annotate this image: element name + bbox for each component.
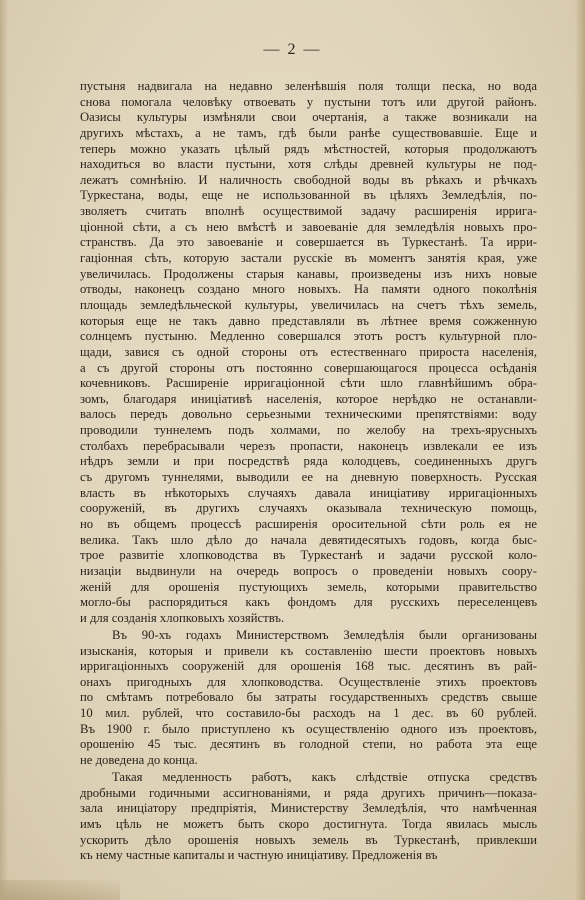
page-number: — 2 — [263, 41, 322, 58]
text-line: зала иниціатору предпріятія, Министерству Земледѣлія, что намѣченная [80, 801, 537, 816]
body-text [80, 79, 537, 864]
text-line: и для созданія хлопковыхъ хозяйствъ. [80, 610, 285, 625]
text-line: по смѣтамъ потребовало бы затраты государственныхъ средствъ свыше [80, 690, 537, 705]
page-edge-left [0, 0, 8, 900]
text-line: низаціи выдвинули на очередь вопросъ о проведеніи новыхъ соору- [80, 563, 537, 578]
text-line: трое развитіе хлопководства въ Туркестанѣ и задачи русской коло- [80, 548, 537, 563]
text-line: странствъ. Да это завоеваніе и совершается въ Туркестанѣ. Та ирри- [80, 235, 537, 250]
text-line: Въ 1900 г. было приступлено къ осуществленію одного изъ проектовъ, [80, 721, 537, 736]
text-line: не доведена до конца. [80, 753, 198, 768]
text-line: онахъ пригодныхъ для хлопководства. Осуществленіе этихъ проектовъ [80, 674, 537, 689]
text-line: Туркестана, воды, еще не использованной въ цѣляхъ Земледѣлія, по- [80, 188, 537, 203]
text-line: отводы, наконецъ создано много новыхъ. На памяти одного поколѣнія [80, 282, 537, 297]
text-line: орошенію 45 тыс. десятинъ въ голодной степи, но работа эта еще [80, 737, 537, 752]
text-line: Такая медленность работъ, какъ слѣдствіе отпуска средствъ [112, 770, 537, 785]
text-line: валось передъ довольно серьезными техническими препятствіями: воду [80, 407, 537, 422]
page-corner-shadow [0, 880, 120, 900]
text-line: пустыня надвигала на недавно зеленѣвшія поля толщи песка, но вода [80, 79, 537, 93]
text-line: находиться во власти пустыни, хотя слѣды древней культуры не под- [80, 157, 537, 172]
text-line: могло-бы распорядиться какъ фондомъ для русскихъ переселенцевъ [80, 595, 537, 610]
text-line: другихъ мѣстахъ, а не тамъ, гдѣ были ранѣе существовавшіе. Еще и [80, 125, 537, 140]
text-line: Оазисы культуры измѣняли свои очертанія, а также возникали на [80, 110, 537, 125]
text-line: велика. Такъ шло дѣло до начала девятидесятыхъ годовъ, когда быс- [80, 532, 537, 547]
paragraph [80, 770, 537, 864]
text-line: теперь можно указать цѣлый рядъ мѣстностей, которыя продолжаютъ [80, 141, 537, 156]
text-line: столбахъ перебрасывали черезъ пропасти, наконецъ извлекали ее изъ [80, 438, 537, 453]
text-line: Въ 90-хъ годахъ Министерствомъ Земледѣлія были организованы [112, 627, 537, 642]
text-line: власть въ нѣкоторыхъ случаяхъ давала иниціативу ирригаціонныхъ [80, 485, 537, 500]
text-line: лежатъ сомнѣнію. И наличность свободной воды въ рѣкахъ и рѣчкахъ [80, 172, 537, 187]
text-line: женій для орошенія пустующихъ земель, которыми правительство [80, 579, 537, 594]
text-line: но въ общемъ процессѣ расширенія оросительной сѣти роль ея не [80, 516, 537, 531]
text-line: имъ цѣль не можетъ быть скоро достигнута. Тогда явилась мысль [80, 817, 537, 832]
text-line: изысканія, которыя и привели къ составленію шести проектовъ новыхъ [80, 643, 537, 658]
text-line: снова помогала человѣку отвоевать у пустыни тотъ или другой районъ. [80, 94, 537, 109]
text-line: ускорить дѣло орошенія новыхъ земель въ Туркестанѣ, привлекши [80, 832, 537, 847]
text-line: нѣдръ земли и при посредствѣ ряда колодцевъ, соединенныхъ другъ [80, 454, 537, 469]
text-line: 10 мил. рублей, что составило-бы расходъ на 1 дес. въ 60 рублей. [80, 706, 537, 721]
text-line: къ нему частные капиталы и частную иниціативу. Предложенія въ [80, 848, 438, 863]
text-line: которыя еще не такъ давно представляли въ лѣтнее время сожженную [80, 313, 537, 328]
text-line: зомъ, благодаря иниціативѣ населенія, которое нерѣдко не останавли- [80, 391, 537, 406]
text-line: дробными годичными ассигнованіями, и ряда другихъ причинъ—показа- [80, 785, 537, 800]
paragraph [80, 79, 537, 626]
text-line: ціонной сѣти, а съ нею вмѣстѣ и завоеваніе для земледѣлія новыхъ про- [80, 219, 537, 234]
text-line: проводили туннелемъ подъ холмами, по желобу на трехъ-ярусныхъ [80, 423, 537, 438]
text-line: площадь земледѣльческой культуры, увеличилась на счетъ тѣхъ земель, [80, 297, 537, 312]
text-line: ирригаціонныхъ сооруженій для орошенія 168 тыс. десятинъ въ рай- [80, 659, 537, 674]
text-line: а съ другой стороны отъ постоянно совершающагося процесса осѣданія [80, 360, 537, 375]
page-edge-right [575, 0, 585, 900]
text-line: щади, завися съ одной стороны отъ естественнаго прироста населенія, [80, 344, 537, 359]
text-line: солнцемъ пустыню. Медленно совершался этотъ ростъ культурной пло- [80, 329, 537, 344]
paragraph [80, 628, 537, 769]
text-line: сооруженій, въ другихъ случаяхъ оказывала техническую помощь, [80, 501, 537, 516]
text-line: съ другомъ туннелями, выводили ее на дневную поверхность. Русская [80, 470, 537, 485]
text-line: зволяетъ считать вполнѣ осуществимой задачу расширенія иррига- [80, 204, 537, 219]
text-line: кочевниковъ. Расширеніе ирригаціонной сѣти шло главнѣйшимъ обра- [80, 376, 537, 391]
text-line: увеличилась. Продолжены старыя канавы, произведены изъ нихъ новые [80, 266, 537, 281]
text-line: гаціонная сѣть, которую застали русскіе въ моментъ занятія края, уже [80, 251, 537, 266]
